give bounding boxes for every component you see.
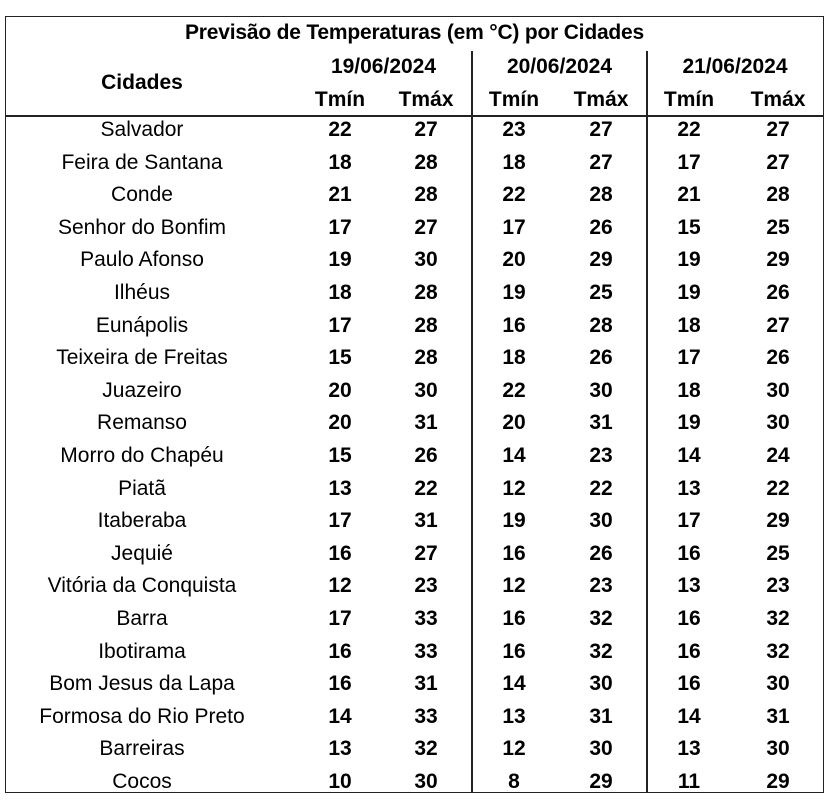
tmax-value: 23 [414,574,438,598]
temperature-table [5,16,824,793]
tmin-value: 12 [328,574,352,598]
tmax-value: 25 [589,281,613,304]
city-name: Itaberaba [97,509,187,533]
tmax-value: 30 [589,378,613,402]
tmin-value: 16 [328,541,352,565]
tmin-value: 17 [328,215,352,239]
tmax-value: 26 [589,346,613,370]
tmax-value: 28 [414,150,438,174]
tmax-value: 27 [766,118,790,141]
date-header-1: 19/06/2024 [330,55,437,78]
tmin-value: 13 [677,574,701,598]
tmax-value: 28 [414,313,438,337]
tmax-value: 33 [414,704,438,728]
tmin-value: 16 [677,639,701,663]
tmin-value: 14 [328,704,352,728]
tmin-value: 15 [677,215,701,239]
tmax-value: 33 [414,639,438,663]
tmax-value: 25 [766,215,790,239]
tmin-value: 16 [677,672,701,696]
date-header-3: 21/06/2024 [682,55,788,78]
city-name: Vitória da Conquista [47,574,237,598]
tmin-header-1: Tmín [314,88,366,111]
tmax-value: 26 [589,541,613,565]
tmin-value: 18 [677,313,701,337]
tmax-value: 22 [766,476,790,500]
tmax-value: 30 [414,248,438,272]
tmin-value: 15 [328,346,352,370]
tmin-value: 17 [328,313,352,337]
tmax-value: 22 [414,476,438,500]
tmin-value: 19 [328,248,352,272]
city-name: Teixeira de Freitas [56,346,228,370]
city-name: Paulo Afonso [80,248,204,272]
tmax-value: 30 [766,411,790,435]
tmax-value: 27 [589,150,613,174]
tmin-value: 22 [328,118,352,141]
tmin-value: 8 [508,770,520,793]
tmin-value: 18 [502,150,526,174]
tmin-value: 17 [677,509,701,533]
city-column-header: Cidades [101,71,183,94]
tmax-value: 31 [766,704,790,728]
tmin-value: 20 [502,248,526,272]
tmax-value: 32 [589,607,613,630]
tmax-value: 31 [414,509,438,533]
tmin-value: 18 [328,281,352,304]
tmax-value: 30 [414,770,438,793]
tmin-value: 15 [328,444,352,467]
city-name: Barra [116,607,168,630]
tmin-value: 22 [502,378,526,402]
tmin-value: 19 [677,411,701,435]
tmax-value: 33 [414,607,438,630]
city-name: Juazeiro [102,378,182,402]
tmin-value: 16 [328,639,352,663]
tmin-value: 17 [677,150,701,174]
tmin-value: 21 [677,183,701,207]
city-name: Bom Jesus da Lapa [49,672,235,696]
tmax-value: 28 [589,313,613,337]
tmax-value: 27 [414,541,438,565]
tmax-value: 28 [414,183,438,207]
tmin-value: 19 [677,281,701,304]
tmin-value: 17 [677,346,701,370]
tmax-value: 28 [414,346,438,370]
tmax-value: 30 [766,378,790,402]
tmax-value: 30 [589,672,613,696]
tmax-header-3: Tmáx [750,88,806,111]
city-name: Jequié [111,541,173,565]
tmin-value: 21 [328,183,352,207]
city-name: Senhor do Bonfim [57,215,227,239]
tmax-value: 31 [414,411,438,435]
tmin-value: 19 [677,248,701,272]
tmax-value: 28 [414,281,438,304]
tmin-value: 20 [328,378,352,402]
city-name: Remanso [97,411,187,435]
tmax-value: 24 [766,444,790,467]
tmin-value: 12 [502,574,526,598]
tmin-value: 18 [502,346,526,370]
tmax-value: 32 [589,639,613,663]
tmax-value: 27 [414,118,438,141]
tmax-header-2: Tmáx [573,88,629,111]
city-name: Eunápolis [95,313,189,337]
tmax-value: 26 [589,215,613,239]
tmax-value: 29 [766,770,790,793]
tmax-value: 27 [766,313,790,337]
tmin-value: 16 [328,672,352,696]
tmin-value: 19 [502,281,526,304]
column-divider [646,51,648,792]
tmax-value: 30 [589,737,613,761]
header-divider [6,115,823,117]
tmax-value: 30 [414,378,438,402]
tmin-value: 13 [502,704,526,728]
tmin-value: 16 [502,541,526,565]
city-name: Cocos [112,770,172,793]
tmax-value: 22 [589,476,613,500]
tmin-value: 12 [502,737,526,761]
tmax-value: 30 [589,509,613,533]
tmin-value: 14 [502,672,526,696]
tmin-value: 11 [677,770,701,793]
tmin-value: 16 [502,607,526,630]
city-name: Ibotirama [98,639,186,663]
tmin-value: 10 [328,770,352,793]
tmin-value: 16 [677,607,701,630]
tmin-value: 12 [502,476,526,500]
tmax-value: 23 [589,574,613,598]
city-name: Conde [111,183,173,207]
tmin-value: 14 [502,444,526,467]
tmax-value: 30 [766,737,790,761]
column-divider [471,51,473,792]
tmin-value: 16 [677,541,701,565]
tmax-value: 23 [766,574,790,598]
tmin-value: 18 [328,150,352,174]
tmax-value: 29 [766,248,790,272]
tmin-value: 19 [502,509,526,533]
tmax-value: 23 [589,444,613,467]
tmin-value: 17 [502,215,526,239]
tmax-value: 31 [414,672,438,696]
tmax-value: 32 [414,737,438,761]
tmin-value: 22 [502,183,526,207]
tmin-header-2: Tmín [488,88,540,111]
tmax-value: 26 [766,346,790,370]
tmax-header-1: Tmáx [398,88,454,111]
tmin-value: 14 [677,444,701,467]
tmax-value: 28 [766,183,790,207]
tmin-header-3: Tmín [663,88,715,111]
tmax-value: 31 [589,704,613,728]
tmin-value: 20 [328,411,352,435]
tmax-value: 27 [414,215,438,239]
tmin-value: 17 [328,607,352,630]
city-name: Feira de Santana [61,150,223,174]
tmax-value: 26 [414,444,438,467]
tmin-value: 17 [328,509,352,533]
city-name: Ilhéus [113,281,171,304]
tmin-value: 13 [328,737,352,761]
tmin-value: 16 [502,639,526,663]
city-name: Morro do Chapéu [60,444,224,467]
city-name: Piatã [118,476,166,500]
tmin-value: 18 [677,378,701,402]
tmin-value: 13 [677,737,701,761]
tmax-value: 27 [766,150,790,174]
city-name: Barreiras [99,737,185,761]
tmax-value: 32 [766,639,790,663]
tmax-value: 29 [589,770,613,793]
tmax-value: 29 [766,509,790,533]
date-header-2: 20/06/2024 [506,55,613,78]
tmax-value: 30 [766,672,790,696]
tmin-value: 16 [502,313,526,337]
tmin-value: 22 [677,118,701,141]
tmax-value: 32 [766,607,790,630]
tmin-value: 13 [328,476,352,500]
tmin-value: 23 [502,118,526,141]
tmax-value: 25 [766,541,790,565]
table-title: Previsão de Temperaturas (em °C) por Cidades [184,21,645,44]
tmax-value: 29 [589,248,613,272]
tmin-value: 20 [502,411,526,435]
tmax-value: 28 [589,183,613,207]
city-name: Formosa do Rio Preto [39,704,245,728]
tmin-value: 13 [677,476,701,500]
city-name: Salvador [100,118,184,141]
tmax-value: 31 [589,411,613,435]
tmax-value: 27 [589,118,613,141]
tmin-value: 14 [677,704,701,728]
tmax-value: 26 [766,281,790,304]
